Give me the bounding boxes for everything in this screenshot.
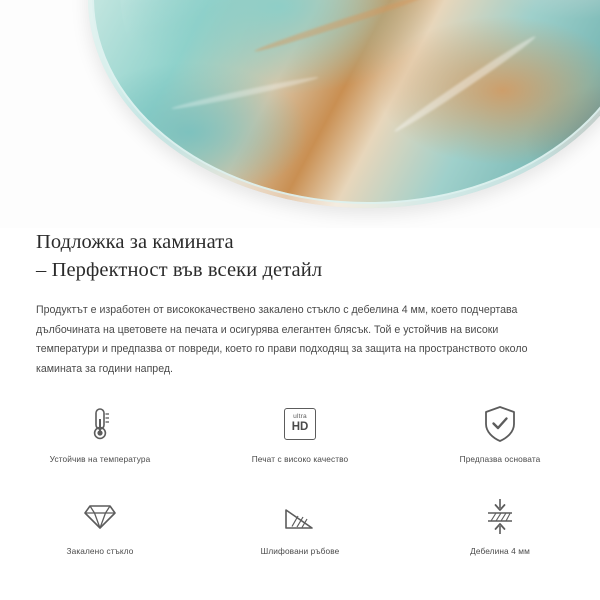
feature-label: Закалено стъкло [66,546,134,556]
feature-grid [0,400,600,556]
feature-label: Дебелина 4 мм [470,546,530,556]
headline-line-2: – Перфектност във всеки детайл [36,259,323,281]
thickness-arrows-icon [483,492,517,540]
feature-polished-edges [200,492,400,556]
feature-thickness [400,492,600,556]
hero-image [0,0,600,228]
shield-check-icon [482,400,518,448]
text-content [0,228,600,379]
hd-text: HD [291,421,309,434]
description-paragraph: Продуктът е изработен от висококачествено закалено стъкло с дебелина 4 мм, което подчертава дълбочината на цветовете на печата и осигурява елегантен блясък. Той е устойчив на високи температури и предпазва от повреди, което го прави подходящ за защита на пространството около камината за години напред. [36,304,528,375]
feature-label: Устойчив на температура [49,454,151,464]
ultra-hd-print-icon [284,400,316,448]
thermometer-icon [83,400,117,448]
feature-print-quality [200,400,400,464]
headline-line-1: Подложка за камината [36,231,234,253]
feature-tempered-glass [0,492,200,556]
feature-row-2 [0,492,600,556]
feature-temperature [0,400,200,464]
diamond-icon [81,492,119,540]
polished-edges-icon [282,492,318,540]
page-title [0,228,600,284]
feature-surface-protection [400,400,600,464]
ultra-text: ultra [293,413,307,421]
feature-label: Печат с високо качество [251,454,349,464]
feature-label: Шлифовани ръбове [260,546,340,556]
feature-label: Предпазва основата [459,454,541,464]
feature-row-1 [0,400,600,464]
